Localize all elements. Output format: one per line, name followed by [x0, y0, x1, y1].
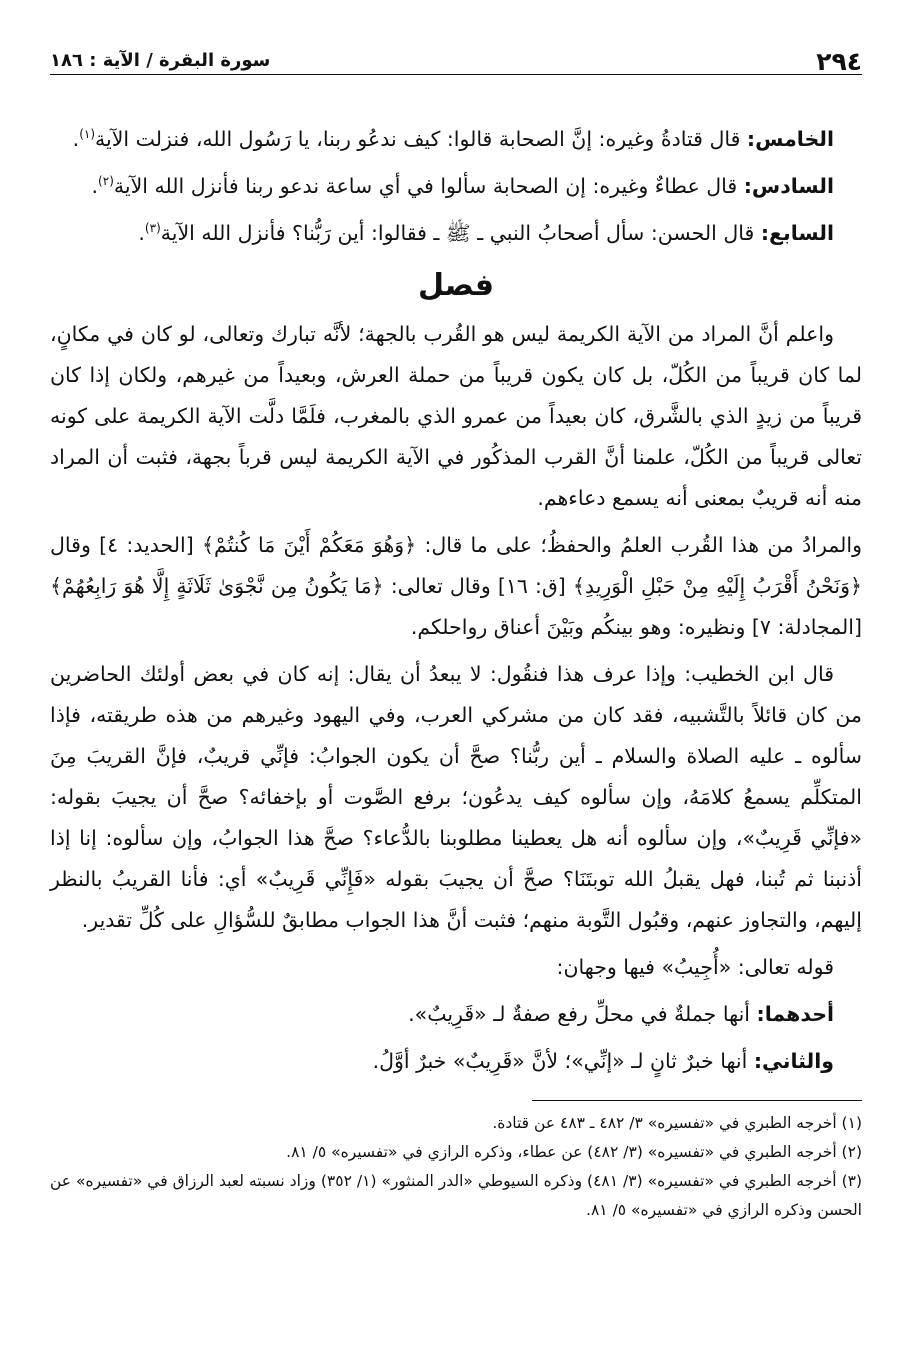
reason-fifth: الخامس: قال قتادةُ وغيره: إنَّ الصحابة قالوا: كيف ندعُو ربنا، يا رَسُول الله، فنزلت الآية$^{(١)}$.	[72, 127, 834, 151]
paragraph-ujib: قوله تعالى: «أُجِيبُ» فيها وجهان:	[556, 955, 834, 979]
footnote-separator	[532, 1100, 862, 1101]
reason-text: قال قتادةُ وغيره: إنَّ الصحابة قالوا: كيف ندعُو ربنا، يا رَسُول الله، فنزلت الآية	[95, 127, 747, 151]
footnote: (١) أخرجه الطبري في «تفسيره» ٣/ ٤٨٢ ـ ٤٨٣ عن قتادة.	[492, 1114, 862, 1132]
footnote-ref-2[interactable]: (٢)	[98, 174, 114, 189]
page-body	[50, 119, 862, 1082]
reason-sixth: السادس: قال عطاءٌ وغيره: إن الصحابة سألوا في أي ساعة ندعو ربنا فأنزل الله الآية$^{(٢)}$.	[91, 174, 834, 198]
footnote-ref-3[interactable]: (٣)	[144, 221, 161, 236]
paragraph-knowledge: والمرادُ من هذا القُرب العلمُ والحفظُ؛ على ما قال: ﴿وَهُوَ مَعَكُمْ أَيْنَ مَا كُنتُمْ﴾ [الحديد: ٤] وقال ﴿وَنَحْنُ أَقْرَبُ إِلَيْهِ مِنْ حَبْلِ الْوَرِيدِ﴾ [ق: ١٦] وقال تعالى: ﴿مَا يَكُونُ مِن نَّجْوَىٰ ثَلَاثَةٍ إِلَّا هُوَ رَابِعُهُمْ﴾ [المجادلة: ٧] ونظيره: وهو بينكُم وبَيْنَ أعناق رواحلكم.	[50, 533, 863, 639]
paragraph-second-aspect: والثاني: أنها خبرٌ ثانٍ لـ «إنِّي»؛ لأنَّ «قَرِيبٌ» خبرٌ أوَّلُ.	[372, 1049, 834, 1073]
page-header	[50, 40, 862, 75]
reason-text: قال الحسن: سأل أصحابُ النبي ـ ﷺ ـ فقالوا: أين رَبُّنا؟ فأنزل الله الآية	[160, 221, 761, 245]
reason-label: السادس:	[743, 174, 834, 198]
page-number: ٢٩٤	[816, 47, 862, 76]
aspect-label: أحدهما:	[756, 1002, 834, 1026]
footnotes	[50, 1109, 862, 1225]
quran-verse: ﴿وَنَحْنُ أَقْرَبُ إِلَيْهِ مِنْ حَبْلِ الْوَرِيدِ﴾	[572, 574, 863, 598]
reason-seventh: السابع: قال الحسن: سأل أصحابُ النبي ـ ﷺ ـ فقالوا: أين رَبُّنا؟ فأنزل الله الآية$^{(٣)}$.	[138, 221, 834, 245]
section-heading: فصل	[418, 268, 494, 303]
quran-verse: ﴿وَهُوَ مَعَكُمْ أَيْنَ مَا كُنتُمْ﴾	[201, 533, 417, 557]
paragraph-proximity: واعلم أنَّ المراد من الآية الكريمة ليس هو القُرب بالجهة؛ لأنَّه تبارك وتعالى، لو كان في مكانٍ، لما كان قريباً من الكُلّ، بل كان يكون قريباً من حملة العرش، وبعيداً من غيرهم، ولكان إذا كان قريباً من زيدٍ الذي بالشَّرق، كان بعيداً من عمرو الذي بالمغرب، فلَمَّا دلَّت الآية الكريمة على كونه تعالى قريباً من الكُلّ، علمنا أنَّ القرب المذكُور في الآية الكريمة ليس قرباً بجهة، فثبت أن المراد منه أنه قريبٌ بمعنى أنه يسمع دعاءهم.	[50, 322, 862, 510]
footnote-ref-1[interactable]: (١)	[79, 127, 96, 142]
aspect-label: والثاني:	[753, 1049, 834, 1073]
footnote: (٣) أخرجه الطبري في «تفسيره» (٣/ ٤٨١) وذكره السيوطي «الدر المنثور» (١/ ٣٥٢) وزاد نسبته لعبد الرزاق في «تفسيره» عن الحسن وذكره الرازي في «تفسيره» ٥/ ٨١.	[50, 1172, 863, 1219]
quran-verse: ﴿مَا يَكُونُ مِن نَّجْوَىٰ ثَلَاثَةٍ إِلَّا هُوَ رَابِعُهُمْ﴾	[50, 574, 384, 598]
reason-label: الخامس:	[746, 127, 834, 151]
reason-text: قال عطاءٌ وغيره: إن الصحابة سألوا في أي ساعة ندعو ربنا فأنزل الله الآية	[113, 174, 744, 198]
footnote: (٢) أخرجه الطبري في «تفسيره» (٣/ ٤٨٢) عن عطاء، وذكره الرازي في «تفسيره» ٥/ ٨١.	[286, 1143, 862, 1161]
paragraph-ibn-khatib: قال ابن الخطيب: وإذا عرف هذا فنقُول: لا يبعدُ أن يقال: إنه كان في بعض أولئك الحاضرين من كان قائلاً بالتَّشبيه، فقد كان من مشركي العرب، وفي اليهود وغيرهم من هذه طريقته، فإذا سألوه ـ عليه الصلاة والسلام ـ أين ربُّنا؟ صحَّ أن يكون الجوابُ: فإنِّي قريبٌ، فإنَّ القريبَ مِنَ المتكلِّم يسمعُ كلامَهُ، وإن سألوه كيف يدعُون؛ برفع الصَّوت أو بإخفائه؟ صحَّ أن يجيبَ بقوله: «فإنِّي قَرِيبٌ»، وإن سألوه أنه هل يعطينا مطلوبنا بالدُّعاء؟ صحَّ هذا الجوابُ، وإن سألوه: إنا إذا أذنبنا ثم تُبنا، فهل يقبلُ الله توبتَنَا؟ صحَّ أن يجيبَ بقوله «فَإِنِّي قَرِيبٌ» أي: فأنا القريبُ بالنظر إليهم، والتجاوز عنهم، وقبُول التَّوبة منهم؛ فثبت أنَّ هذا الجواب مطابقٌ للسُّؤالِ على كُلِّ تقدير.	[50, 662, 862, 932]
surah-reference: سورة البقرة / الآية : ١٨٦	[50, 50, 271, 71]
paragraph-first-aspect: أحدهما: أنها جملةٌ في محلِّ رفع صفةٌ لـ «قَرِيبٌ».	[408, 1002, 834, 1026]
reason-label: السابع:	[760, 221, 834, 245]
